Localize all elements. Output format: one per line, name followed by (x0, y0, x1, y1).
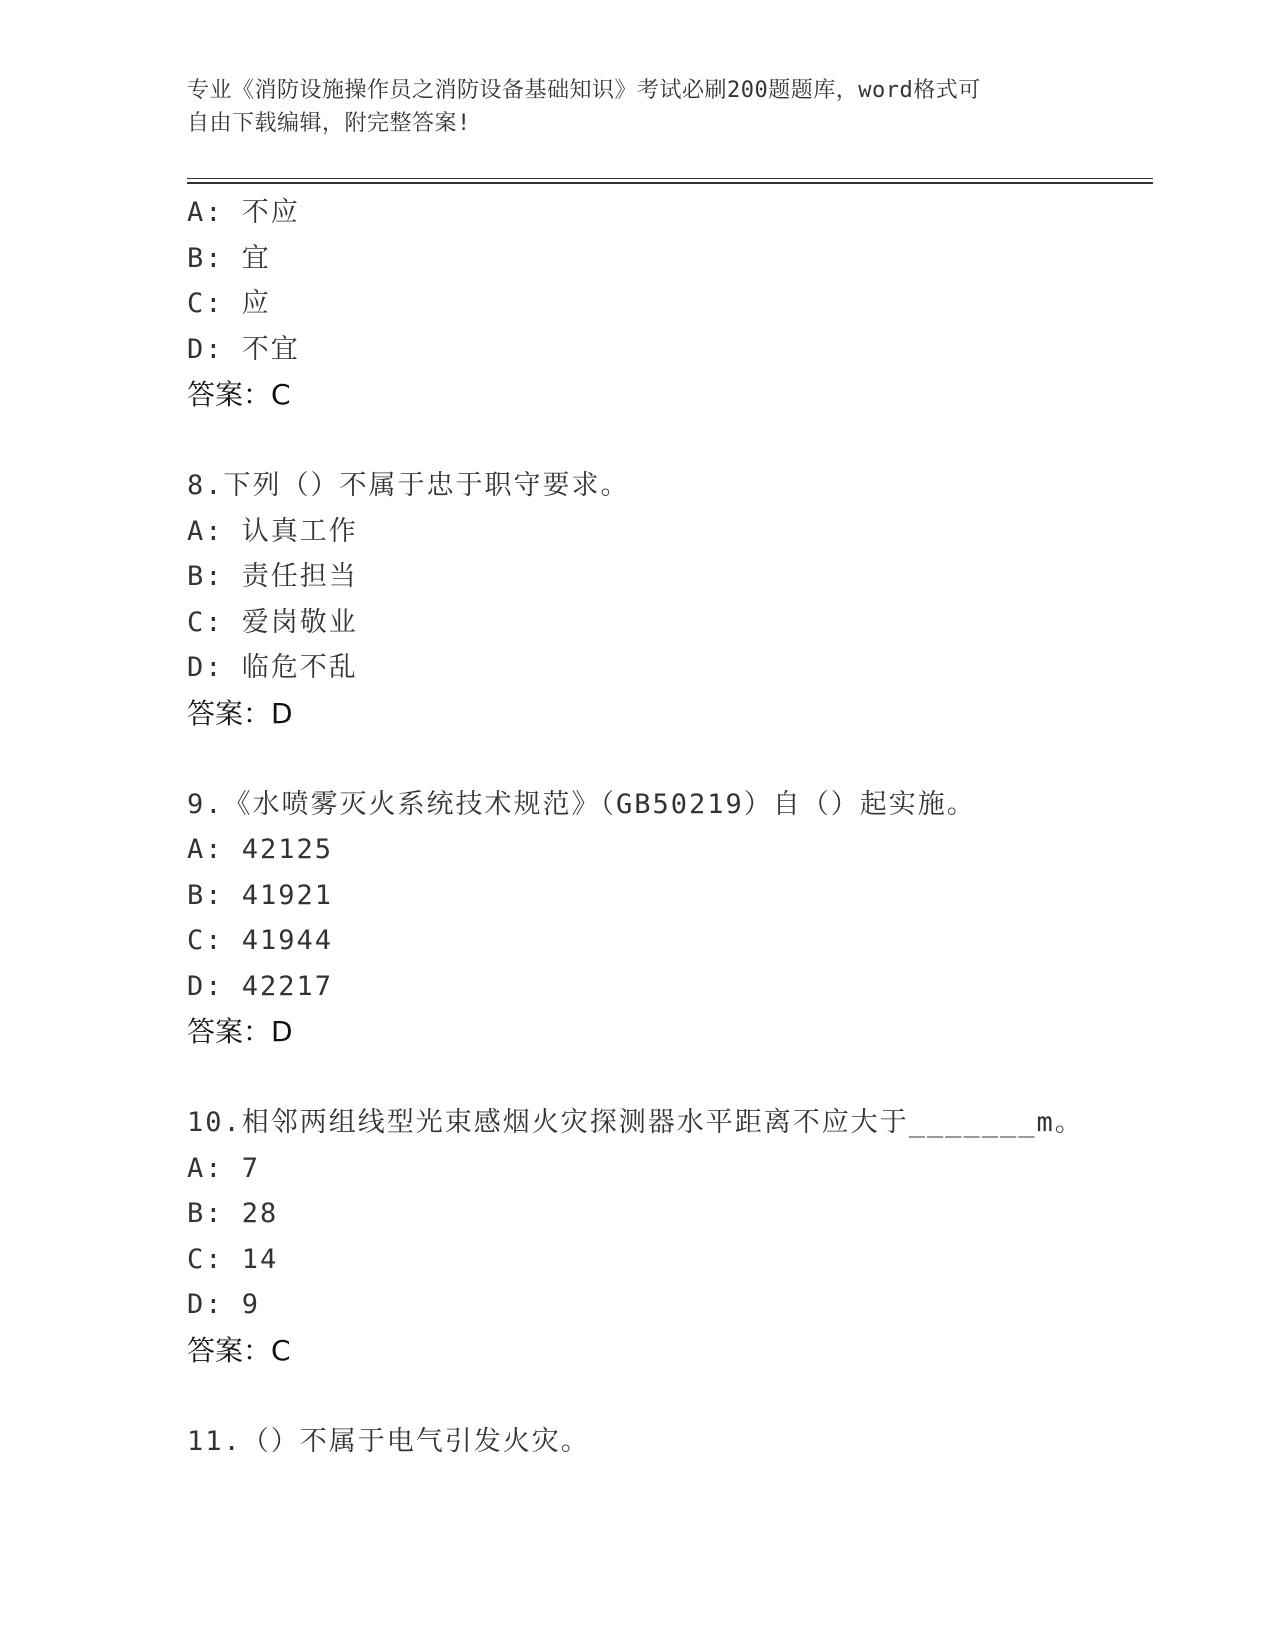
option-d: D: 42217 (187, 970, 334, 1002)
question-block-10 (187, 1100, 1147, 1373)
header-line-2: 自由下载编辑，附完整答案! (187, 111, 471, 136)
header-divider-bottom (187, 182, 1153, 184)
answer-line: 答案：D (187, 1015, 293, 1048)
option-b: B: 41921 (187, 879, 334, 911)
option-a: A: 42125 (187, 834, 334, 865)
option-c: C: 应 (187, 288, 271, 319)
option-c: C: 14 (187, 1243, 279, 1275)
option-b: B: 责任担当 (187, 561, 358, 592)
option-d: D: 不宜 (187, 333, 300, 365)
option-c: C: 爱岗敬业 (187, 606, 358, 638)
question-block-9 (187, 782, 1147, 1055)
spacer (187, 1055, 1147, 1101)
header-divider-top (187, 178, 1153, 179)
option-a: A: 认真工作 (187, 515, 358, 547)
option-c: C: 41944 (187, 925, 334, 956)
question-block-11 (187, 1419, 1147, 1465)
option-a: A: 不应 (187, 197, 300, 228)
question-text: 9.《水喷雾灭火系统技术规范》（GB50219）自（）起实施。 (187, 788, 976, 820)
question-block-8 (187, 463, 1147, 736)
question-block-7 (187, 190, 1147, 418)
answer-line: 答案：D (187, 696, 293, 730)
option-d: D: 临危不乱 (187, 652, 358, 683)
spacer (187, 418, 1147, 464)
document-header (187, 74, 1067, 140)
question-text: 11.（）不属于电气引发火灾。 (187, 1425, 590, 1457)
answer-line: 答案：C (187, 1333, 291, 1367)
answer-line: 答案：C (187, 378, 291, 411)
question-list (187, 190, 1147, 1464)
spacer (187, 1373, 1147, 1419)
option-b: B: 宜 (187, 242, 271, 274)
question-text: 8.下列（）不属于忠于职守要求。 (187, 470, 630, 501)
question-text: 10.相邻两组线型光束感烟火灾探测器水平距离不应大于_______m。 (187, 1107, 1084, 1138)
option-a: A: 7 (187, 1152, 261, 1184)
option-d: D: 9 (187, 1289, 261, 1320)
option-b: B: 28 (187, 1198, 279, 1229)
header-line-1: 专业《消防设施操作员之消防设备基础知识》考试必刷200题题库，word格式可 (187, 78, 981, 103)
spacer (187, 736, 1147, 782)
